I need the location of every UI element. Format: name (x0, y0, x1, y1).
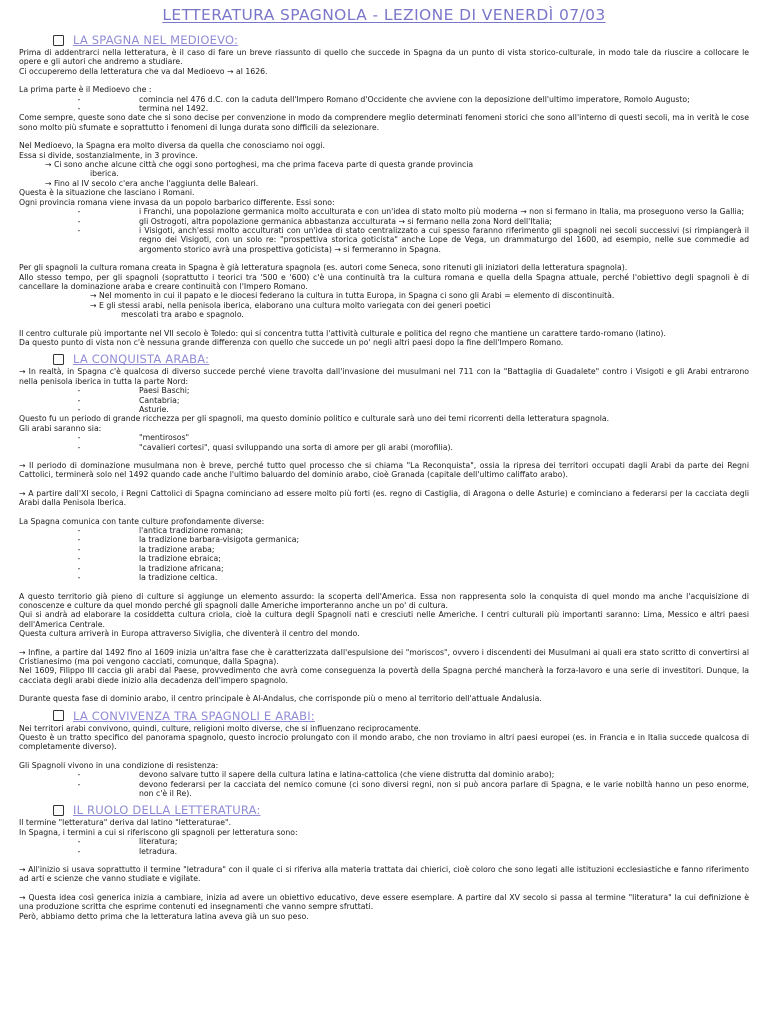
indented-note: → E gli stessi arabi, nella penisola iberica, elaborano una cultura molto variegata con dei generi poetici (90, 300, 491, 310)
checkbox-icon[interactable] (53, 805, 64, 816)
list-dash: - (77, 554, 81, 564)
list-item (19, 535, 749, 544)
paragraph: La prima parte è il Medioevo che : (19, 85, 152, 95)
list-item (19, 226, 749, 254)
list-item-text: Paesi Baschi; (139, 386, 190, 396)
paragraph-spacer (19, 884, 749, 893)
list-item-text: "cavalieri cortesi", quasi sviluppando una sorta di amore per gli arabi (morofilia). (139, 442, 453, 452)
checkbox-icon[interactable] (53, 710, 64, 721)
list-item (19, 837, 749, 846)
paragraph-spacer (19, 508, 749, 517)
paragraph: La Spagna comunica con tante culture profondamente diverse: (19, 516, 265, 526)
paragraph: Come sempre, queste sono date che si sono decise per convenzione in modo da comprendere meglio determinati fenomeni storici che sono all'interno di questi secoli, ma in verità le cose sono molto più sfumate e soprattutto i fenomeni di lunga durata sono difficili da selezionare. (19, 113, 749, 132)
list-dash: - (77, 526, 81, 536)
list-item-text: gli Ostrogoti, altra popolazione germanica abbastanza acculturata → si fermano nella zona Nord dell'Italia; (139, 216, 553, 226)
list-dash: - (77, 573, 81, 583)
paragraph: Il centro culturale più importante nel VII secolo è Toledo: qui si concentra tutta l'attività culturale e politica del regno che mantiene un carattere tardo-romano (latino). (19, 328, 666, 338)
paragraph: Nel 1609, Filippo III caccia gli arabi dal Paese, provvedimento che avrà come conseguenza la povertà della Spagna perché mancherà la forza-lavoro e una serie di investitori. Dunque, la cacciata degli arabi diede inizio alla decadenza dell'impero spagnolo. (19, 666, 749, 685)
paragraph-spacer (19, 452, 749, 461)
paragraph: Da questo punto di vista non c'è nessuna grande differenza con quello che succede un po' negli altri paesi dopo la fine dell'Impero Romano. (19, 337, 564, 347)
paragraph: → In realtà, in Spagna c'è qualcosa di diverso succede perché viene travolta dall'invasione dei musulmani nel 711 con la "Battaglia di Guadalete" contro i Visigoti e gli Arabi entrarono nella penisola iberica in tutta la parte Nord: (19, 367, 749, 386)
indented-note: → Nel momento in cui il papato e le diocesi federano la cultura in tutta Europa, in Spagna ci sono gli Arabi = elemento di discontinuità. (90, 291, 615, 301)
page-title (19, 6, 749, 28)
paragraph: Prima di addentrarci nella letteratura, è il caso di fare un breve riassunto di quello che succede in Spagna da un punto di vista storico-culturale, in modo tale da riuscire a collocare le opere e gli autori che andremo a studiare. (19, 48, 749, 67)
list-item-text: Asturie. (139, 405, 169, 414)
list-dash: - (77, 837, 81, 847)
paragraph: → Infine, a partire dal 1492 fino al 1609 inizia un'altra fase che è caratterizzata dall'espulsione dei "moriscos", ovvero i discendenti dei Musulmani ai quali era stato scritto di convertirsi al Cristianesimo (ma poi vengono cacciati, comunque, dalla Spagna). (19, 647, 749, 666)
paragraph: Però, abbiamo detto prima che la letteratura latina aveva già un suo peso. (19, 911, 309, 921)
page-title-text: LETTERATURA SPAGNOLA - LEZIONE DI VENERDÌ 07/03 (162, 6, 606, 24)
paragraph: → All'inizio si usava soprattutto il termine "letradura" con il quale ci si riferiva alla materia trattata dai chierici, cioè coloro che sono legati alle istituzioni ecclesiastiche e fanno riferimento ad arti e scienze che vanno studiate e vigilate. (19, 865, 749, 884)
paragraph: Allo stesso tempo, per gli spagnoli (soprattutto i teorici tra '500 e '600) c'è una continuità tra la cultura romana e quella della Spagna attuale, perché l'obiettivo degli spagnoli è di cancellare la dominazione araba e creare continuità con l'Impero Romano. (19, 272, 749, 291)
paragraph-spacer (19, 685, 749, 694)
paragraph: Essa si divide, sostanzialmente, in 3 province. (19, 150, 198, 160)
list-item-text: termina nel 1492. (139, 104, 209, 114)
list-item (19, 433, 749, 442)
list-item (19, 95, 749, 104)
list-item (19, 554, 749, 563)
list-item (19, 405, 749, 414)
list-item-text: la tradizione celtica. (139, 573, 218, 583)
paragraph-spacer (19, 639, 749, 648)
list-dash: - (77, 104, 81, 114)
list-item-text: la tradizione barbara-visigota germanica; (139, 535, 300, 545)
list-item-text: letradura. (139, 846, 178, 856)
paragraph-spacer (19, 480, 749, 489)
paragraph: → Questa idea così generica inizia a cambiare, inizia ad avere un obiettivo educativo, deve essere esemplare. A partire dal XV secolo si passa al termine "literatura" la cui definizione è una produzione scritta che esprime contenuti ed insegnamenti che vanno sempre sfruttati. (19, 892, 749, 912)
paragraph: Il termine "letteratura" deriva dal latino "letteraturae". (19, 818, 232, 828)
list-item (19, 847, 749, 856)
list-item (19, 545, 749, 554)
section-heading-text: LA SPAGNA NEL MEDIOEVO: (73, 33, 239, 47)
list-item-text: i Franchi, una popolazione germanica molto acculturata e con un'idea di stato molto più moderna → non si fermano in Italia, ma proseguono verso la Gallia; (139, 207, 745, 217)
list-dash: - (77, 563, 81, 573)
paragraph-spacer (19, 583, 749, 592)
paragraph: Qui si andrà ad elaborare la cosiddetta cultura criola, cioè la cultura degli Spagnoli nati e cresciuti nelle Americhe. I centri culturali più importanti saranno: Lima, Messico e altri paesi dell'America Centrale. (19, 610, 749, 629)
paragraph: Nei territori arabi convivono, quindi, culture, religioni molto diverse, che si influenzano reciprocamente. (19, 723, 422, 733)
list-item-text: Cantabria; (139, 395, 180, 405)
paragraph-spacer (19, 132, 749, 141)
list-dash: - (77, 405, 81, 414)
list-item (19, 573, 749, 582)
paragraph: → Il periodo di dominazione musulmana non è breve, perché tutto quel processo che si chiama "La Reconquista", ossia la ripresa dei territori occupati dagli Arabi da parte dei Regni Cattolici, terminerà solo nel 1492 quando cade anche l'ultimo baluardo del dominio arabo, cioè Granada (capitale dell'ultimo califfato arabo). (19, 461, 749, 480)
paragraph-spacer (19, 856, 749, 865)
list-dash: - (77, 770, 81, 780)
paragraph: Ogni provincia romana viene invasa da un popolo barbarico differente. Essi sono: (19, 197, 335, 207)
paragraph: Questo è un tratto specifico del panorama spagnolo, questo incrocio prolungato con il mondo arabo, che non troviamo in altri paesi europei (es. in Francia e in Italia succede qualcosa di completamente diverso). (19, 732, 749, 752)
checkbox-icon[interactable] (53, 35, 64, 46)
section-heading-text: IL RUOLO DELLA LETTERATURA: (73, 803, 261, 818)
paragraph-spacer (19, 76, 749, 85)
paragraph: A questo territorio già pieno di culture si aggiunge un elemento assurdo: la scoperta dell'America. Essa non rappresenta solo la conquista di quel mondo ma anche l'acquisizione di conoscenze e culture da quel mondo perché gli spagnoli dalle Americhe importeranno anche un po' di cultura. (19, 591, 749, 610)
list-item (19, 564, 749, 573)
list-item-text: literatura; (139, 837, 178, 847)
list-item (19, 443, 749, 452)
list-dash: - (77, 535, 81, 545)
list-item (19, 780, 749, 799)
indented-note: iberica. (90, 169, 119, 179)
indented-note: → Ci sono anche alcune città che oggi sono portoghesi, ma che prima faceva parte di questa grande provincia (45, 160, 474, 170)
paragraph: In Spagna, i termini a cui si riferiscono gli spagnoli per letteratura sono: (19, 827, 298, 837)
list-item (19, 104, 749, 113)
section-heading-text: LA CONVIVENZA TRA SPAGNOLI E ARABI: (73, 708, 315, 723)
list-item-text: comincia nel 476 d.C. con la caduta dell'Impero Romano d'Occidente che avviene con la deposizione dell'ultimo imperatore, Romolo Augusto; (139, 94, 690, 104)
list-dash: - (77, 94, 81, 104)
section-heading-text: LA CONQUISTA ARABA: (73, 352, 210, 367)
list-item (19, 207, 749, 216)
list-dash: - (77, 216, 81, 226)
paragraph: Questa è la situazione che lasciano i Romani. (19, 188, 195, 198)
list-dash: - (77, 225, 81, 235)
list-dash: - (77, 544, 81, 554)
paragraph: Gli Spagnoli vivono in una condizione di resistenza: (19, 760, 219, 770)
list-item-text: l'antica tradizione romana; (139, 526, 244, 536)
paragraph: Ci occuperemo della letteratura che va dal Medioevo → al 1626. (19, 66, 268, 76)
paragraph: → A partire dall'XI secolo, i Regni Cattolici di Spagna cominciano ad essere molto più forti (es. regno di Castiglia, di Aragona o delle Asturie) e cominciano a federarsi per la cacciata degli Arabi dalla Penisola Iberica. (19, 488, 749, 508)
paragraph-spacer (19, 320, 749, 329)
list-item (19, 217, 749, 226)
list-dash: - (77, 207, 81, 217)
paragraph: Durante questa fase di dominio arabo, il centro principale è Al-Andalus, che corrisponde più o meno al territorio dell'attuale Andalusia. (19, 694, 542, 704)
section-heading (53, 709, 749, 723)
list-dash: - (77, 433, 81, 443)
paragraph-spacer (19, 752, 749, 761)
checkbox-icon[interactable] (53, 354, 64, 365)
document-page (19, 6, 749, 921)
list-dash: - (77, 779, 81, 789)
list-dash: - (77, 442, 81, 452)
list-item (19, 770, 749, 779)
paragraph: Questa cultura arriverà in Europa attraverso Siviglia, che diventerà il centro del mondo. (19, 629, 360, 639)
list-item-text: devono salvare tutto il sapere della cultura latina e latina-cattolica (che viene distrutta dal dominio arabo); (139, 770, 555, 780)
paragraph: Per gli spagnoli la cultura romana creata in Spagna è già letteratura spagnola (es. autori come Seneca, sono ritenuti gli iniziatori della letteratura spagnola). (19, 263, 628, 273)
list-item (19, 526, 749, 535)
list-item-text: i Visigoti, anch'essi molto acculturati con un'idea di stato centralizzato a cui spesso faranno riferimento gli spagnoli nei secoli successivi (si rimpiangerà il regno dei Visigoti, con un solo re: "prospettiva storica goticista" anche Lope de Vega, un drammaturgo del 1600, ad esempio, nelle sue commedie ad argomento storico avrà una prospettiva goticista) → si fermeranno in Spagna. (139, 225, 749, 254)
list-item-text: "mentirosos" (139, 433, 190, 443)
list-item (19, 396, 749, 405)
list-item-text: la tradizione africana; (139, 563, 224, 573)
list-dash: - (77, 386, 81, 396)
indented-note: → Fino al IV secolo c'era anche l'aggiunta delle Baleari. (45, 178, 259, 188)
list-item (19, 386, 749, 395)
list-dash: - (77, 395, 81, 405)
section-heading (53, 803, 749, 817)
section-heading (53, 33, 749, 47)
indented-note: mescolati tra arabo e spagnolo. (121, 310, 244, 320)
paragraph-spacer (19, 254, 749, 263)
paragraph: Gli arabi saranno sia: (19, 423, 102, 433)
list-dash: - (77, 846, 81, 856)
paragraph: Nel Medioevo, la Spagna era molto diversa da quella che conosciamo noi oggi. (19, 141, 325, 151)
section-heading (53, 352, 749, 366)
sections-container (19, 33, 749, 921)
list-item-text: devono federarsi per la cacciata del nemico comune (ci sono diversi regni, non si può ancora parlare di Spagna, e le varie nobiltà hanno un peso enorme, non c'è il Re). (139, 779, 749, 798)
paragraph: Questo fu un periodo di grande ricchezza per gli spagnoli, ma questo dominio politico e culturale sarà uno dei temi ricorrenti della letteratura spagnola. (19, 414, 610, 424)
list-item-text: la tradizione ebraica; (139, 554, 221, 564)
list-item-text: la tradizione araba; (139, 544, 215, 554)
